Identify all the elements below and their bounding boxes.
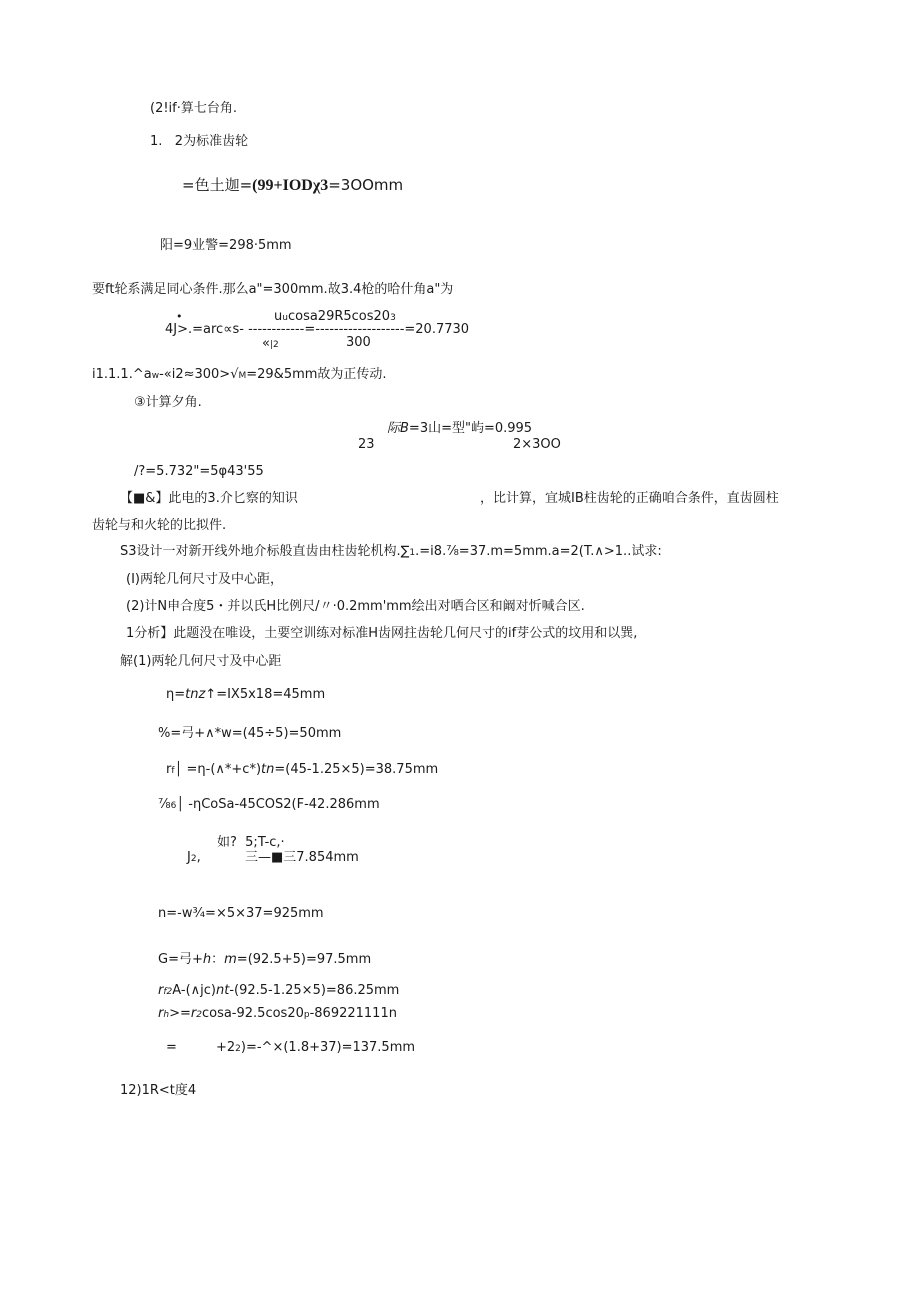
formula-part: r xyxy=(158,983,164,998)
text-line-contact-ratio: 12)1R<t度4 xyxy=(120,1083,197,1098)
formula-part: =(45-1.25×5)=38.75mm xyxy=(274,762,439,777)
text-line-concentric: 要ft轮系满足同心条件.那么a"=300mm.故3.4枪的哈什角a"为 xyxy=(92,282,454,297)
formula-a-eq: = xyxy=(166,1040,177,1055)
formula-part: cosa-92.5cos20 xyxy=(201,1006,304,1021)
formula-part: r xyxy=(158,1006,164,1021)
formula-arccos: 4J>.=arc∝s- ------------=-------------------=20.7730 xyxy=(165,322,470,337)
formula-part: i1.1.1.^a xyxy=(92,367,152,382)
formula-part: S3设计一对新开线外地介标般直齿由柱齿轮机构.∑ xyxy=(120,544,410,559)
formula-a xyxy=(216,1040,415,1057)
formula-j2 xyxy=(187,850,201,867)
formula-part: « xyxy=(262,336,270,351)
text-line-comment-left: 【■&】此电的3.介匕察的知识 xyxy=(120,491,298,506)
formula-part: m xyxy=(224,952,237,967)
formula-part: r xyxy=(190,1006,197,1021)
formula-part: , xyxy=(196,850,201,865)
formula-subscript: 2 xyxy=(190,854,197,864)
formula-part: =(92.5+5)=97.5mm xyxy=(236,952,372,967)
text-line-step-2: (2!if·算七台角. xyxy=(150,101,238,116)
formula-subscript: h xyxy=(163,1010,170,1020)
formula-superscript: p xyxy=(303,1010,310,1020)
formula-subscript: f2 xyxy=(163,987,173,997)
formula-rb2 xyxy=(158,1006,397,1023)
formula-part: -869221111n xyxy=(309,1006,397,1021)
formula-denominator-left xyxy=(262,336,279,353)
formula-beta-denominator-right: 2×3OO xyxy=(513,437,561,452)
text-line-compute-angle: ③计算夕角. xyxy=(134,395,202,410)
formula-part: 际B xyxy=(387,421,409,436)
formula-part: h xyxy=(202,952,212,967)
formula-radius: 阳=9业警=298·5mm xyxy=(160,238,292,253)
formula-rb1 xyxy=(158,797,380,814)
text-line-analysis: 1分析】此题没在唯设，土要空训练对标准H齿网拄齿轮几何尺寸的if芽公式的坟用和以巽, xyxy=(126,626,638,641)
formula-r2: n=-w¾=×5×37=925mm xyxy=(158,906,324,921)
formula-part: tn xyxy=(261,762,275,777)
formula-part: A-(∧jc) xyxy=(172,983,216,998)
formula-part: u xyxy=(274,309,283,324)
formula-center-distance xyxy=(182,177,403,194)
formula-ra1: %=弓+∧*w=(45÷5)=50mm xyxy=(158,726,342,741)
formula-part: >= xyxy=(169,1006,191,1021)
formula-ra2 xyxy=(158,952,371,968)
text-line-solution: 解(1)两轮几何尺寸及中心距 xyxy=(120,654,282,669)
formula-subscript: |2 xyxy=(269,340,279,350)
text-line-problem xyxy=(120,544,662,561)
formula-part: ： xyxy=(211,952,225,967)
text-line-question-2: (2)计N申合度5・并以氏H比例尺/〃·0.2mm'mm绘出对哂合区和阚对忻喊合区. xyxy=(126,599,585,614)
formula-part: tnz↑ xyxy=(185,687,217,702)
formula-part: =IX5x18=45mm xyxy=(216,687,326,702)
formula-beta xyxy=(387,421,532,437)
formula-beta-denominator-left: 23 xyxy=(358,437,375,452)
text-line-standard-gear: 1. 2为标准齿轮 xyxy=(150,134,249,149)
formula-subscript: f xyxy=(171,766,175,776)
formula-part: nt xyxy=(215,983,230,998)
formula-part: G=弓+ xyxy=(158,952,203,967)
formula-fraction-top: 如? 5;T-c,· xyxy=(217,835,285,850)
text-line-positive-drive xyxy=(92,367,387,384)
formula-subscript: 2 xyxy=(196,1010,202,1020)
text-line-comment-cont: 齿轮与和火轮的比拟件. xyxy=(92,518,227,533)
formula-subscript: w xyxy=(151,371,160,381)
formula-superscript: 3 xyxy=(390,313,396,323)
bullet-mark: • xyxy=(176,310,183,323)
formula-part: cosa29R5cos20 xyxy=(287,309,391,324)
formula-denominator-right: 300 xyxy=(346,335,371,350)
text-line-comment-right: ，比计算，宜城IB柱齿轮的正确咱合条件，直齿圆柱 xyxy=(480,491,779,506)
formula-subscript: 6 xyxy=(170,801,177,811)
formula-part: =3山=型"屿=0.995 xyxy=(408,421,533,436)
formula-subscript: u xyxy=(282,313,288,323)
formula-j2-result: 三—■三7.854mm xyxy=(245,850,359,865)
formula-part: J xyxy=(187,850,191,865)
text-line-question-1: (I)两轮几何尺寸及中心距， xyxy=(126,572,283,587)
formula-part: +2 xyxy=(216,1040,236,1055)
formula-part: ⅞ xyxy=(158,797,171,812)
formula-part: =色土迦= xyxy=(182,176,253,194)
formula-part: -«i2≈300>√ xyxy=(159,367,239,382)
formula-subscript: 2 xyxy=(235,1044,241,1054)
formula-part: -(92.5-1.25×5)=86.25mm xyxy=(229,983,400,998)
formula-part: =3OOmm xyxy=(328,176,404,194)
formula-subscript: M xyxy=(238,371,247,381)
formula-part: .=i8.⅞=37.m=5mm.a=2(T.∧>1..试求: xyxy=(415,544,662,559)
formula-part: η= xyxy=(166,687,186,702)
formula-part: │ -ηCoSa-45COS2(F-42.286mm xyxy=(176,797,380,812)
formula-r1 xyxy=(166,687,325,703)
formula-part: )=-^×(1.8+37)=137.5mm xyxy=(240,1040,416,1055)
formula-beta-result: /?=5.732"=5φ43'55 xyxy=(134,464,264,479)
formula-part: │ =η-(∧*+c*) xyxy=(174,762,262,777)
formula-rf1 xyxy=(166,762,438,779)
formula-part: r xyxy=(166,762,172,777)
formula-part: =29&5mm故为正传动. xyxy=(246,367,387,382)
formula-rf2 xyxy=(158,983,399,1000)
formula-part-bold: (99+IODχ3 xyxy=(252,177,329,194)
formula-subscript: 1 xyxy=(409,548,416,558)
